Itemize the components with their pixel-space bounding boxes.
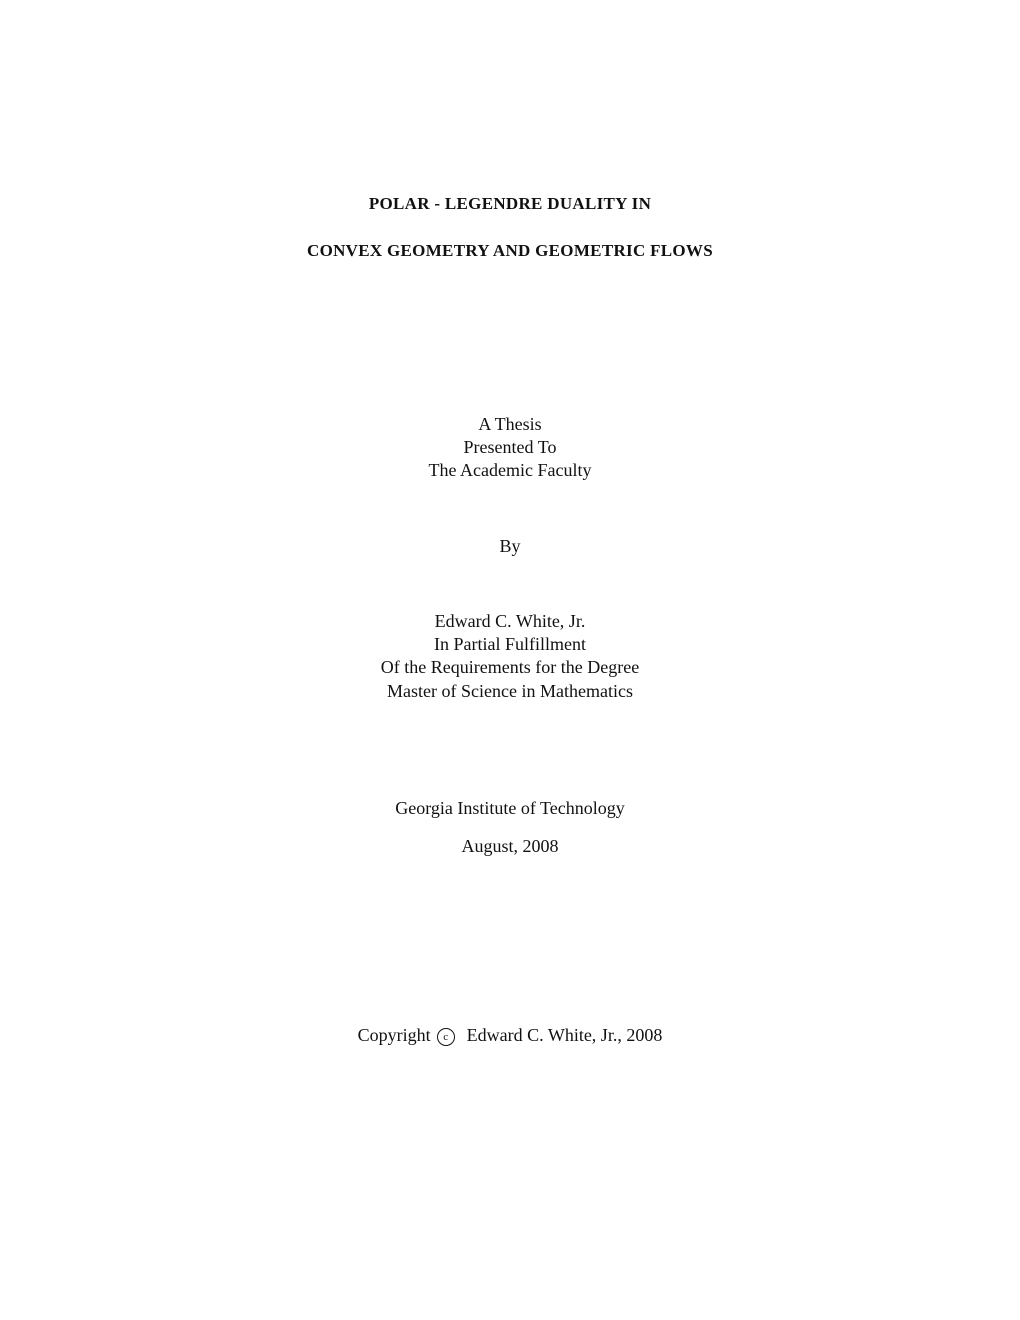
presentation-line-1: A Thesis <box>478 414 542 434</box>
thesis-title-line-1: POLAR - LEGENDRE DUALITY IN <box>368 194 652 213</box>
requirements-line: Of the Requirements for the Degree <box>380 657 640 677</box>
thesis-title-line-2: CONVEX GEOMETRY AND GEOMETRIC FLOWS <box>307 241 713 260</box>
by-label: By <box>499 536 521 556</box>
fulfillment-line: In Partial Fulfillment <box>434 634 586 654</box>
date: August, 2008 <box>461 836 559 856</box>
institution: Georgia Institute of Technology <box>395 798 625 818</box>
copyright-icon: c <box>437 1028 455 1046</box>
copyright-holder: Edward C. White, Jr., 2008 <box>466 1025 663 1045</box>
degree-line: Master of Science in Mathematics <box>387 681 633 701</box>
copyright-prefix: Copyright <box>357 1025 431 1045</box>
copyright-notice <box>0 1024 1020 1047</box>
author-name: Edward C. White, Jr. <box>434 611 586 631</box>
presentation-line-3: The Academic Faculty <box>428 460 592 480</box>
presentation-line-2: Presented To <box>463 437 557 457</box>
